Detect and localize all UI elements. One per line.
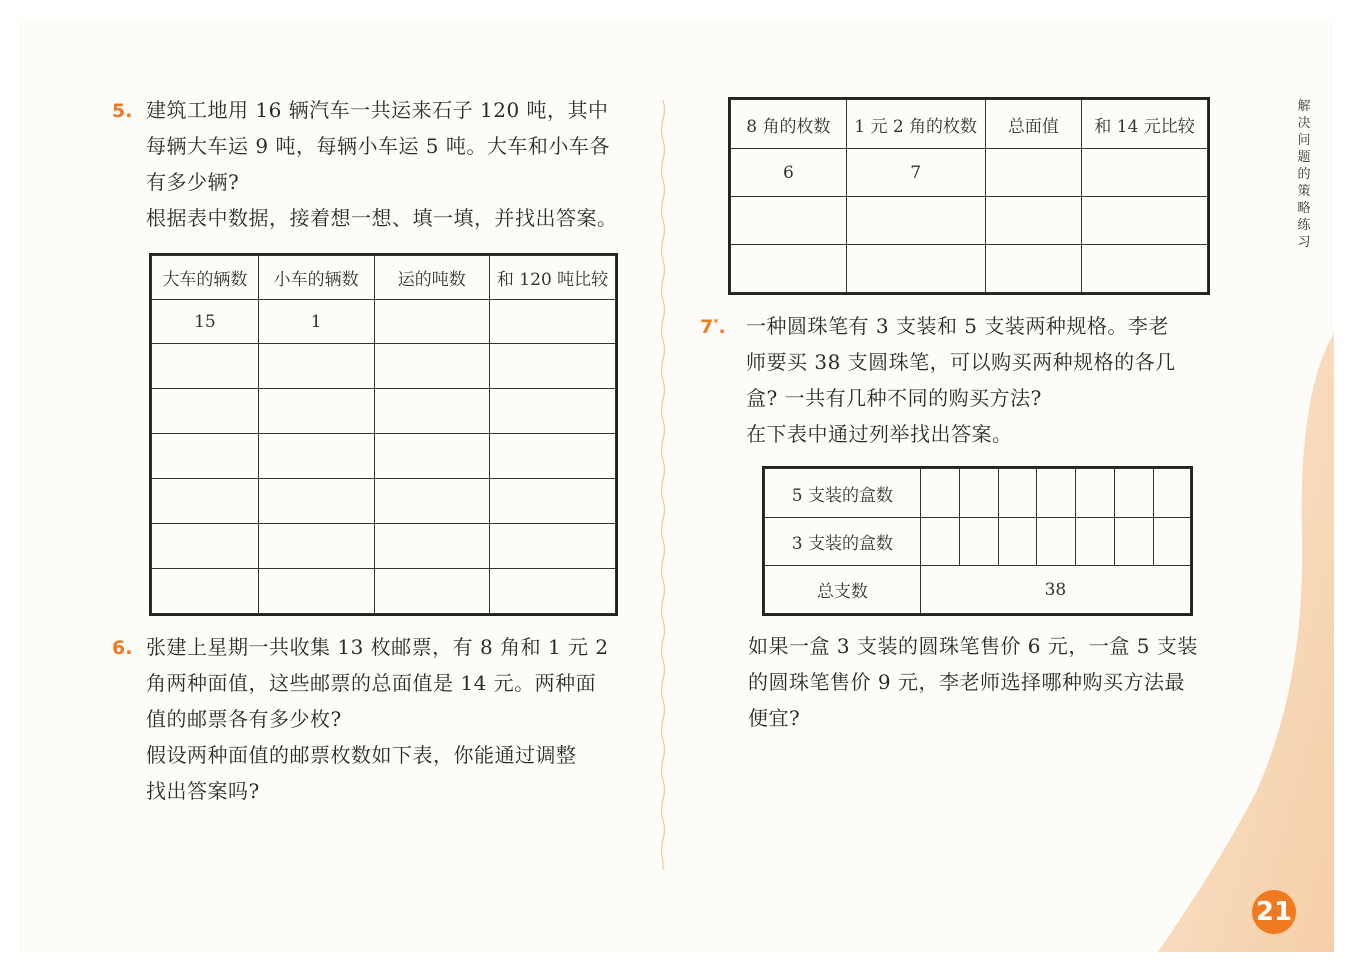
problem-6-line: 角两种面值，这些邮票的总面值是 14 元。两种面 <box>146 671 597 695</box>
problem-5-line: 每辆大车运 9 吨，每辆小车运 5 吨。大车和小车各 <box>146 134 610 158</box>
table-cell[interactable] <box>1154 469 1191 518</box>
table-row <box>731 245 1208 293</box>
table-cell[interactable] <box>490 479 616 524</box>
table-row <box>765 469 1191 518</box>
table-cell[interactable] <box>374 434 490 479</box>
problem-7-line: 在下表中通过列举找出答案。 <box>746 422 1013 446</box>
table-row <box>152 569 616 614</box>
problem-6-line: 假设两种面值的邮票枚数如下表，你能通过调整 <box>146 743 577 767</box>
problem-7-line: 盒? 一共有几种不同的购买方法? <box>746 386 1042 410</box>
table-cell[interactable] <box>731 245 847 293</box>
table-cell[interactable] <box>152 389 259 434</box>
problem-6-line: 找出答案吗? <box>146 779 260 803</box>
table-cell[interactable] <box>152 479 259 524</box>
table-row <box>152 389 616 434</box>
table-cell[interactable] <box>985 245 1082 293</box>
table-cell[interactable] <box>1037 518 1076 566</box>
table-header-row <box>152 256 616 300</box>
row-label-5-pack: 5 支装的盒数 <box>765 469 921 518</box>
table-cell[interactable] <box>959 469 998 518</box>
table-row <box>152 344 616 389</box>
table-cell[interactable] <box>374 569 490 614</box>
problem-7-number-digit: 7 <box>700 316 714 338</box>
row-label-3-pack: 3 支装的盒数 <box>765 518 921 566</box>
table-cell[interactable]: 1 <box>258 300 374 344</box>
table-cell[interactable] <box>1115 518 1154 566</box>
side-title-char: 决 <box>1297 116 1311 131</box>
table-row <box>765 518 1191 566</box>
side-title-char: 策 <box>1297 184 1311 199</box>
table-row <box>152 434 616 479</box>
table-cell[interactable] <box>374 479 490 524</box>
table-cell[interactable] <box>490 344 616 389</box>
table-row <box>731 149 1208 197</box>
problem-6-text <box>146 629 609 809</box>
table-cell[interactable] <box>1082 149 1208 197</box>
table-cell[interactable] <box>152 344 259 389</box>
side-title-char: 题 <box>1297 150 1311 165</box>
problem-5-line: 有多少辆? <box>146 170 240 194</box>
table-cell[interactable] <box>985 149 1082 197</box>
table-cell[interactable] <box>1154 518 1191 566</box>
problem-7-number <box>700 316 726 338</box>
page-number-badge: 21 <box>1252 890 1296 934</box>
table-header-cell: 小车的辆数 <box>258 256 374 300</box>
table-cell[interactable] <box>1115 469 1154 518</box>
table-header-cell: 和 120 吨比较 <box>490 256 616 300</box>
table-cell[interactable] <box>258 479 374 524</box>
table-header-row <box>731 100 1208 149</box>
problem-7-line: 师要买 38 支圆珠笔，可以购买两种规格的各几 <box>746 350 1176 374</box>
table-cell[interactable] <box>985 197 1082 245</box>
problem-5-number: 5. <box>112 100 133 122</box>
page-divider <box>660 100 666 870</box>
table-cell[interactable] <box>1037 469 1076 518</box>
table-cell[interactable]: 15 <box>152 300 259 344</box>
table-header-cell: 和 14 元比较 <box>1082 100 1208 149</box>
textbook-page <box>18 18 1334 952</box>
problem-7-text <box>746 308 1176 452</box>
table-header-cell: 总面值 <box>985 100 1082 149</box>
table-cell[interactable] <box>846 197 985 245</box>
table-cell[interactable] <box>374 300 490 344</box>
table-cell[interactable] <box>490 300 616 344</box>
table-cell[interactable] <box>846 245 985 293</box>
problem-7-followup <box>748 628 1198 736</box>
problem-6-line: 值的邮票各有多少枚? <box>146 707 342 731</box>
side-title-char: 问 <box>1297 133 1311 148</box>
side-chapter-title <box>1294 98 1314 251</box>
table-cell[interactable] <box>258 524 374 569</box>
problem-7-followup-line: 便宜? <box>748 706 801 730</box>
table-cell[interactable] <box>998 518 1037 566</box>
table-cell[interactable] <box>374 389 490 434</box>
table-row <box>152 300 616 344</box>
side-title-char: 解 <box>1297 99 1311 114</box>
side-title-char: 略 <box>1297 201 1311 216</box>
table-row <box>765 566 1191 614</box>
table-cell[interactable] <box>258 389 374 434</box>
problem-7-followup-line: 的圆珠笔售价 9 元，李老师选择哪种购买方法最 <box>748 670 1185 694</box>
table-cell[interactable]: 6 <box>731 149 847 197</box>
table-cell[interactable] <box>374 524 490 569</box>
table-cell[interactable] <box>920 469 959 518</box>
table-cell[interactable] <box>731 197 847 245</box>
problem-5-text <box>146 92 618 236</box>
table-cell[interactable] <box>490 569 616 614</box>
table-row <box>731 197 1208 245</box>
problem-7-followup-line: 如果一盒 3 支装的圆珠笔售价 6 元，一盒 5 支装 <box>748 634 1198 658</box>
table-cell[interactable] <box>490 524 616 569</box>
table-header-cell: 运的吨数 <box>374 256 490 300</box>
problem-5-line: 建筑工地用 16 辆汽车一共运来石子 120 吨，其中 <box>146 98 609 122</box>
side-title-char: 的 <box>1297 167 1311 182</box>
table-cell[interactable] <box>920 518 959 566</box>
side-title-char: 习 <box>1297 235 1311 250</box>
table-cell[interactable] <box>374 344 490 389</box>
problem-6-number: 6. <box>112 637 133 659</box>
table-cell[interactable] <box>1082 197 1208 245</box>
table-cell[interactable]: 7 <box>846 149 985 197</box>
table-cell[interactable] <box>258 569 374 614</box>
table-row <box>152 524 616 569</box>
table-cell[interactable] <box>152 434 259 479</box>
table-cell[interactable] <box>1082 245 1208 293</box>
table-cell[interactable] <box>258 344 374 389</box>
table-cell[interactable] <box>490 389 616 434</box>
table-cell[interactable] <box>152 569 259 614</box>
table-cell[interactable] <box>258 434 374 479</box>
problem-7-star: * <box>713 317 719 329</box>
total-value-cell: 38 <box>920 566 1190 614</box>
table-header-cell: 大车的辆数 <box>152 256 259 300</box>
table-cell[interactable] <box>152 524 259 569</box>
problem-5-instruction: 根据表中数据，接着想一想、填一填，并找出答案。 <box>146 206 618 230</box>
row-label-total: 总支数 <box>765 566 921 614</box>
problem-5-table <box>151 255 616 614</box>
table-row <box>152 479 616 524</box>
problem-7-table <box>764 468 1191 614</box>
table-cell[interactable] <box>490 434 616 479</box>
problem-6-table <box>730 99 1208 293</box>
problem-7-line: 一种圆珠笔有 3 支装和 5 支装两种规格。李老 <box>746 314 1169 338</box>
table-cell[interactable] <box>1076 469 1115 518</box>
table-header-cell: 8 角的枚数 <box>731 100 847 149</box>
table-cell[interactable] <box>1076 518 1115 566</box>
problem-6-line: 张建上星期一共收集 13 枚邮票，有 8 角和 1 元 2 <box>146 635 609 659</box>
table-cell[interactable] <box>959 518 998 566</box>
table-cell[interactable] <box>998 469 1037 518</box>
table-header-cell: 1 元 2 角的枚数 <box>846 100 985 149</box>
problem-7-dot: . <box>718 316 726 338</box>
side-title-char: 练 <box>1297 218 1311 233</box>
